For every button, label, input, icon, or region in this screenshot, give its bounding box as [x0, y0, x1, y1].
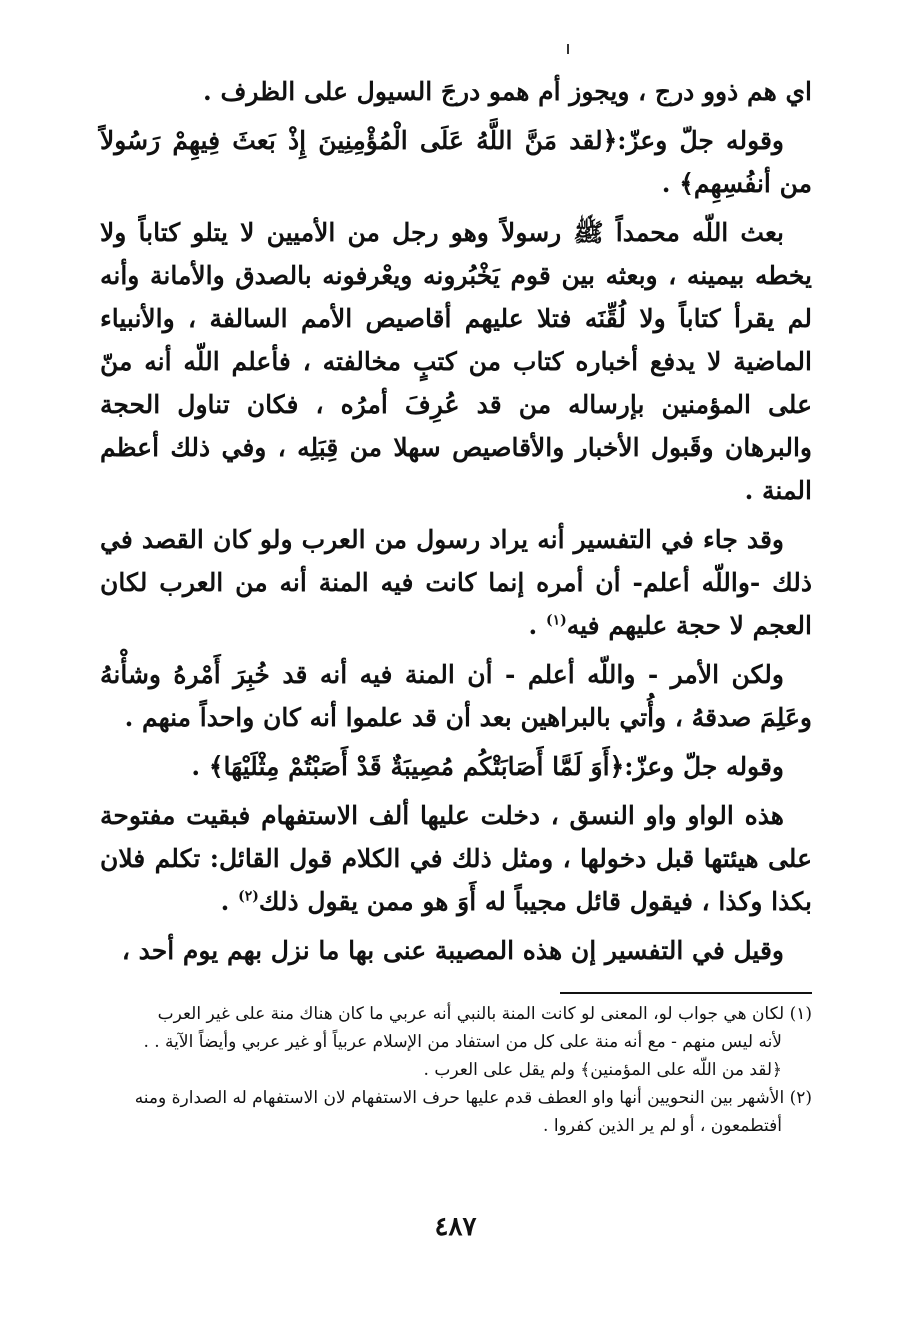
paragraph-2 — [100, 119, 812, 205]
quran-verse-1: ﴿لقد مَنَّ اللَّهُ عَلَى الْمُؤْمِنِينَ إِذْ بَعثَ فِيهِمْ رَسُولاً من أنفُسِهِم﴾ — [100, 126, 812, 198]
paragraph-7 — [100, 794, 812, 923]
paragraph-6 — [100, 745, 812, 788]
footnote-1-line-2: لأنه ليس منهم - مع أنه منة على كل من استفاد من الإسلام عربياً أو غير عربي وأيضاً الآية . . — [143, 1032, 782, 1052]
footnote-ref-1: (١) — [545, 612, 567, 629]
footnote-1-line-1: (١) لكان هي جواب لو، المعنى لو كانت المنة بالنبي أنه عربي ما كان هناك منة على غير العرب — [157, 1004, 812, 1024]
paragraph-5: ولكن الأمر - واللّه أعلم - أن المنة فيه أنه قد خُبِرَ أَمْرهُ وشأْنهُ وعَلِمَ صدقهُ ، وأُتي بالبراهين بعد أن قد علموا أنه كان واحداً منهم . — [100, 660, 812, 732]
paragraph-8: وقيل في التفسير إن هذه المصيبة عنى بها ما نزل بهم يوم أحد ، — [121, 936, 784, 965]
footnote-2-line-2: أفتطمعون ، أو لم ير الذين كفروا . — [543, 1116, 782, 1136]
paragraph-7-end: . — [220, 887, 239, 916]
footnote-divider — [560, 992, 812, 994]
paragraph-6-intro: وقوله جلّ وعزّ: — [624, 752, 784, 781]
paragraph-4-end: . — [528, 611, 546, 640]
paragraph-2-end: . — [661, 169, 680, 198]
main-text — [100, 70, 812, 978]
footnote-2-line-1: (٢) الأشهر بين النحويين أنها واو العطف قدم عليها حرف الاستفهام لان الاستفهام له الصدارة ومنه — [134, 1088, 812, 1108]
footnote-ref-2: (٢) — [238, 888, 259, 905]
footnotes — [100, 1000, 812, 1140]
paragraph-2-intro: وقوله جلّ وعزّ: — [617, 126, 785, 155]
scan-mark — [567, 44, 569, 54]
paragraph-4-text: وقد جاء في التفسير أنه يراد رسول من العرب ولو كان القصد في ذلك -واللّه أعلم- أن أمره إنما كانت فيه المنة أنه من العرب لكان العجم لا حجة عليهم فيه — [100, 525, 812, 640]
paragraph-1: اي هم ذوو درج ، ويجوز أم همو درجَ السيول على الظرف . — [203, 77, 812, 106]
paragraph-4 — [100, 518, 812, 647]
paragraph-3: بعث اللّه محمداً ﷺ رسولاً وهو رجل من الأميين لا يتلو كتاباً ولا يخطه بيمينه ، وبعثه بين قوم يَخْبُرونه ويعْرفونه بالصدق والأمانة وأنه لم يقرأ كتاباً ولا لُقِّنَه فتلا عليهم أقاصيص الأمم السالفة ، والأنبياء الماضية لا يدفع أخباره كتاب من كتبٍ مخالفته ، فأعلم اللّه أنه منّ على المؤمنين بإرساله من قد عُرِفَ أمرُه ، فكان تناول الحجة والبرهان وقَبول الأخبار والأقاصيص سهلا من قِبَلِه ، وفي ذلك أعظم المنة . — [100, 218, 812, 505]
paragraph-6-end: . — [191, 752, 209, 781]
page-number: ٤٨٧ — [434, 1212, 477, 1242]
footnote-1-line-3: ﴿لقد من اللّه على المؤمنين﴾ ولم يقل على العرب . — [423, 1060, 782, 1080]
paragraph-7-text: هذه الواو واو النسق ، دخلت عليها ألف الاستفهام فبقيت مفتوحة على هيئتها قبل دخولها ، ومثل ذلك في الكلام قول القائل: تكلم فلان بكذا وكذا ، فيقول قائل مجيباً له أَوَ هو ممن يقول ذلك — [100, 801, 812, 916]
quran-verse-2: ﴿أَوَ لَمَّا أَصَابَتْكُم مُصِيبَةٌ قَدْ أَصَبْتُمْ مِثْلَيْهَا﴾ — [208, 752, 625, 781]
